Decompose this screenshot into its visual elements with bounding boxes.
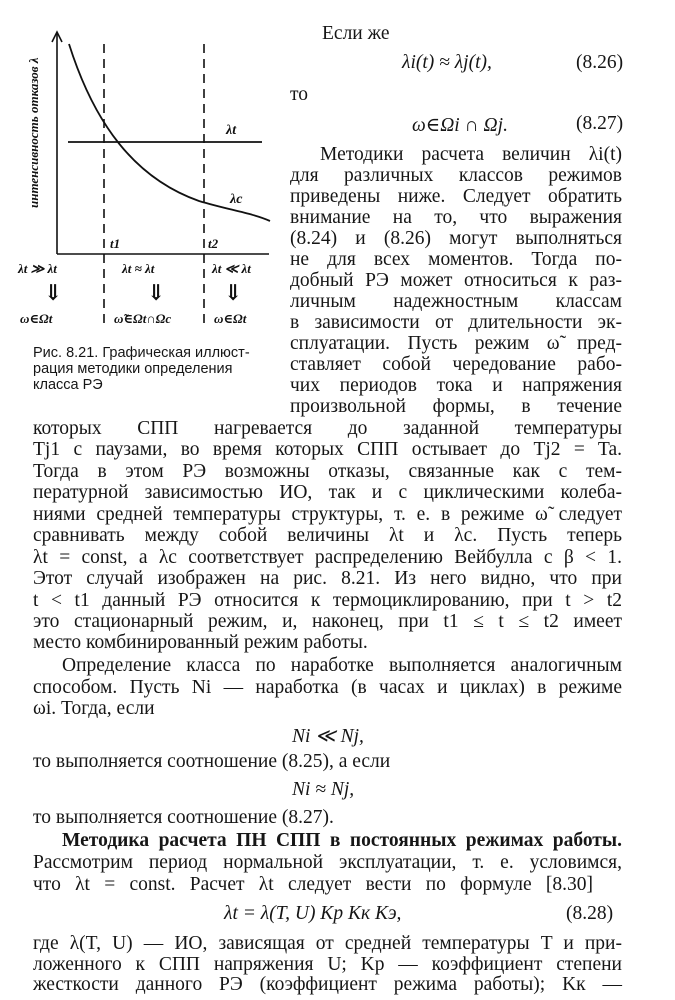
failure-rate-figure: [14, 28, 276, 338]
region-condition-3: λt ≪ λt: [212, 261, 251, 276]
paragraph-line: чих периодов тока и напряжения: [290, 375, 622, 396]
paragraph-line: Тогда в этом РЭ возможны отказы, связанные как с тем-: [33, 461, 622, 482]
paragraph-line: ложенного к СПП напряжения U; Kр — коэффициент степени: [33, 954, 622, 975]
paragraph-line: что λt = const. Расчет λt следует вести по формуле [8.30]: [33, 874, 593, 895]
then-text: то: [290, 84, 309, 105]
equation-ni-much-less: Ni ≪ Nj,: [292, 726, 364, 747]
figure-caption-line: класса РЭ: [33, 377, 103, 393]
paragraph-line: Tj1 с паузами, во время которых СПП остывает до Tj2 = Ta.: [33, 439, 622, 460]
paragraph-line: t < t1 данный РЭ относится к термоциклированию, при t > t2: [33, 590, 622, 611]
paragraph-line: то выполняется соотношение (8.27).: [33, 807, 334, 828]
paragraph-line: не для всех моментов. Тогда по-: [290, 249, 622, 270]
paragraph-line: жесткости данного РЭ (коэффициент режима работы); Kк —: [33, 974, 622, 995]
paragraph-line: Определение класса по наработке выполняется аналогичным: [62, 655, 622, 676]
down-arrow-icon: ⇓: [44, 280, 63, 305]
lambda-c-label: λc: [230, 192, 243, 207]
paragraph-line: λt = const, а λc соответствует распределению Вейбулла с β < 1.: [33, 547, 622, 568]
figure-caption-line: рация методики определения: [33, 361, 233, 377]
lambda-t-label: λt: [226, 123, 237, 138]
paragraph-line: Рассмотрим период нормальной эксплуатации, т. е. условимся,: [33, 852, 622, 873]
figure-caption-line: Рис. 8.21. Графическая иллюст-: [33, 345, 250, 361]
paragraph-line: способом. Пусть Ni — наработка (в часах и циклах) в режиме: [33, 677, 622, 698]
paragraph-line: пературной зависимостью ИО, так и с циклическими колеба-: [33, 482, 622, 503]
paragraph-line: где λ(T, U) — ИО, зависящая от средней температуры T и при-: [33, 933, 622, 954]
region-condition-2: λt ≈ λt: [122, 261, 155, 276]
paragraph-line: Методики расчета величин λi(t): [320, 144, 622, 165]
paragraph-line: ωi. Тогда, если: [33, 698, 155, 719]
paragraph-line: ниями средней температуры структуры, т. е. в режиме ω̃ следует: [33, 504, 622, 525]
paragraph-line: личным надежностным классам: [290, 291, 622, 312]
t1-label: t1: [110, 236, 121, 251]
section-title: Методика расчета ПН СПП в постоянных режимах работы.: [62, 830, 622, 851]
paragraph-line: произвольной формы, в течение: [290, 396, 622, 417]
down-arrow-icon: ⇓: [224, 280, 243, 305]
if-same-text: Если же: [322, 23, 390, 44]
equation-number-8-26: (8.26): [576, 52, 624, 73]
region-condition-1: λt ≫ λt: [18, 261, 57, 276]
paragraph-line: (8.24) и (8.26) могут выполняться: [290, 228, 622, 249]
region-result-2: ω̃∈Ωt∩Ωc: [114, 311, 172, 326]
paragraph-line: в зависимости от длительности эк-: [290, 312, 622, 333]
paragraph-line: ставляет собой чередование рабо-: [290, 354, 622, 375]
equation-ni-approx: Ni ≈ Nj,: [292, 779, 355, 800]
region-result-1: ω∈Ωt: [20, 311, 53, 326]
t2-label: t2: [208, 236, 219, 251]
paragraph-line: для различных классов режимов: [290, 165, 622, 186]
equation-8-26: λi(t) ≈ λj(t),: [402, 52, 492, 73]
paragraph-line: Этот случай изображен на рис. 8.21. Из него видно, что при: [33, 568, 622, 589]
paragraph-line: внимание на то, что выражения: [290, 207, 622, 228]
paragraph-line: то выполняется соотношение (8.25), а если: [33, 751, 391, 772]
equation-8-27: ω∈Ωi ∩ Ωj.: [412, 115, 508, 136]
equation-number-8-27: (8.27): [576, 113, 624, 134]
paragraph-line: сравнивать между собой величины λt и λc. Пусть теперь: [33, 525, 622, 546]
equation-8-28: λt = λ(T, U) Kр Kк Kэ,: [224, 903, 402, 924]
down-arrow-icon: ⇓: [147, 280, 166, 305]
region-result-3: ω∈Ωt: [214, 311, 247, 326]
paragraph-line: это стационарный режим, и, наконец, при t1 ≤ t ≤ t2 имеет: [33, 611, 622, 632]
paragraph-line: место комбинированный режим работы.: [33, 632, 368, 653]
paragraph-line: которых СПП нагревается до заданной температуры: [33, 418, 622, 439]
equation-number-8-28: (8.28): [566, 903, 614, 924]
paragraph-line: приведены ниже. Следует обратить: [290, 186, 622, 207]
paragraph-line: сплуатации. Пусть режим ω̃ пред-: [290, 333, 622, 354]
paragraph-line: добный РЭ может относиться к раз-: [290, 270, 622, 291]
y-axis-label: интенсивность отказов λ: [26, 57, 41, 208]
